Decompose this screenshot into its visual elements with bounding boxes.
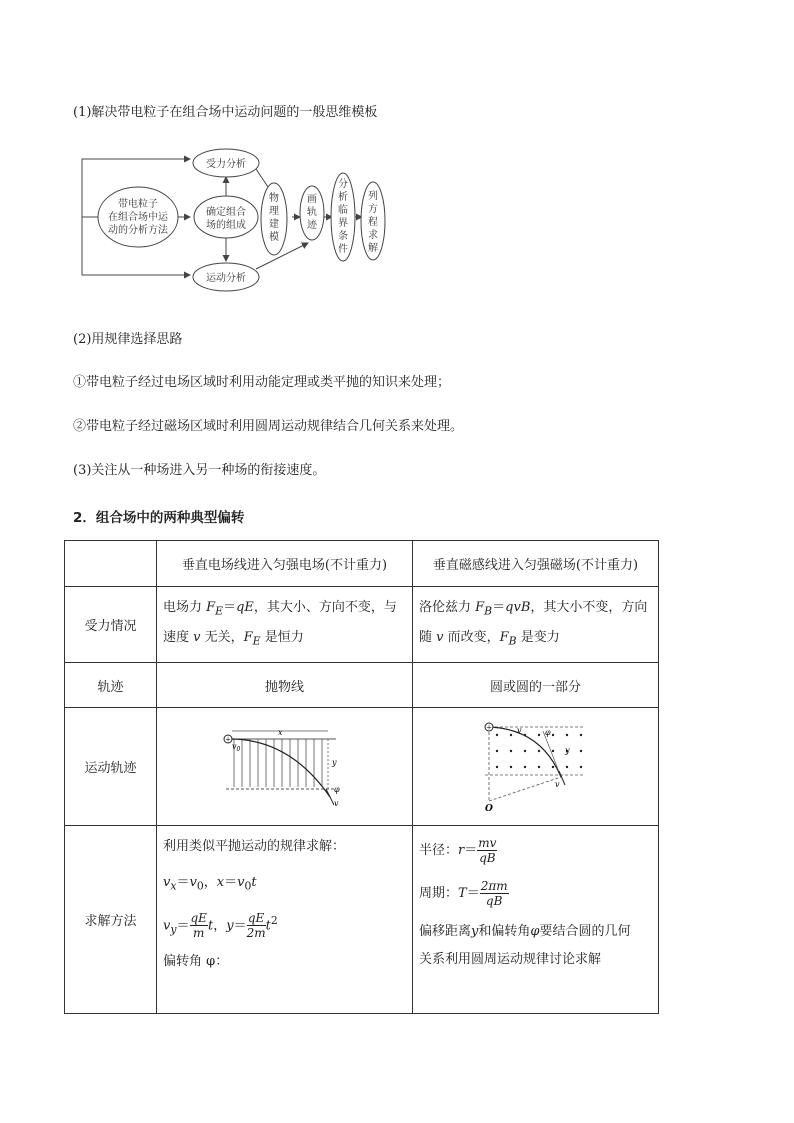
label-v: v	[333, 798, 339, 807]
critical-char: 析	[338, 192, 348, 203]
diagram-electric-cell	[157, 708, 413, 826]
svg-text:+: +	[485, 723, 492, 731]
row-label-diagram: 运动轨迹	[65, 708, 157, 826]
label-phi: φ	[544, 727, 551, 737]
thinking-template-flowchart	[70, 145, 410, 295]
start-line-2: 在组合场中运	[108, 212, 168, 223]
method-description: 偏移距离y和偏转角φ要结合圆的几何 关系利用圆周运动规律讨论求解	[419, 924, 631, 967]
parabolic-trajectory	[230, 739, 330, 797]
method-angle: 偏转角 φ：	[163, 953, 229, 969]
method-period: 周期：T＝ $\frac{2\pi m}{qB}$	[419, 879, 508, 908]
start-line-3: 动的分析方法	[108, 225, 168, 236]
model-char: 物	[269, 193, 279, 204]
label-v: v	[516, 725, 522, 735]
diagram-magnetic-cell	[413, 708, 659, 826]
label-y: y	[564, 745, 570, 755]
method-eq-vx: $v_x=v_0$，$x=v_0t$	[163, 875, 257, 893]
equation-char: 方	[368, 204, 378, 215]
equation-char: 求	[368, 230, 378, 241]
critical-char: 件	[338, 244, 348, 255]
path-electric: 抛物线	[157, 663, 413, 708]
rule-item-1: ①带电粒子经过电场区域时利用动能定理或类平抛的知识来处理；	[73, 375, 451, 390]
label-phi: φ	[333, 784, 340, 794]
method-magnetic	[413, 826, 659, 1014]
table-row	[65, 541, 659, 587]
determine-line-2: 场的组成	[206, 220, 246, 231]
rule-item-2: ②带电粒子经过磁场区域时利用圆周运动规律结合几何关系来处理。	[73, 419, 464, 434]
label-v0: $v_0$	[231, 741, 240, 753]
critical-char: 界	[338, 218, 348, 229]
exit-velocity-arrow	[326, 789, 334, 805]
label-v2: v	[554, 779, 560, 789]
force-electric: 电场力 $F_E=qE$，其大小、方向不变，与速度 v 无关，$F_E$ 是恒力	[157, 587, 413, 663]
track-char: 轨	[307, 207, 317, 218]
row-label-path: 轨迹	[65, 663, 157, 708]
table-row	[65, 826, 659, 1014]
magnetic-field-trajectory-diagram	[481, 721, 591, 813]
label-center-o: O	[484, 803, 493, 813]
force-magnetic: 洛伦兹力 $F_B=qvB$，其大小不变，方向随 v 而改变，$F_B$ 是变力	[413, 587, 659, 663]
track-char: 画	[307, 194, 317, 205]
header-magnetic: 垂直磁感线进入匀强磁场(不计重力)	[413, 541, 659, 587]
equation-char: 解	[368, 243, 378, 254]
deflection-comparison-table	[64, 540, 659, 1014]
critical-char: 临	[338, 205, 348, 216]
table-row	[65, 708, 659, 826]
equation-char: 列	[368, 191, 378, 202]
table-row	[65, 663, 659, 708]
model-char: 理	[269, 206, 279, 217]
table-row	[65, 587, 659, 663]
critical-char: 分	[338, 179, 348, 190]
motion-label: 运动分析	[206, 273, 246, 284]
sub-heading-3: (3)关注从一种场进入另一种场的衔接速度。	[73, 463, 326, 478]
method-electric	[157, 826, 413, 1014]
row-label-method: 求解方法	[65, 826, 157, 1014]
label-y: y	[331, 757, 337, 767]
path-magnetic: 圆或圆的一部分	[413, 663, 659, 708]
svg-text:+: +	[224, 735, 231, 743]
force-label: 受力分析	[206, 159, 246, 170]
method-radius: 半径：r＝ $\frac{mv}{qB}$	[419, 836, 497, 865]
track-char: 迹	[307, 220, 317, 231]
critical-char: 条	[338, 231, 348, 242]
exit-velocity-arrow	[559, 771, 565, 785]
label-x: x	[277, 727, 283, 737]
table-corner	[65, 541, 157, 587]
start-line-1: 带电粒子	[118, 199, 158, 210]
row-label-force: 受力情况	[65, 587, 157, 663]
section1-heading: (1)解决带电粒子在组合场中运动问题的一般思维模板	[73, 105, 378, 120]
header-electric: 垂直电场线进入匀强电场(不计重力)	[157, 541, 413, 587]
method-eq-vy: $v_y=$ $\frac{qE}{m}$ t，y＝ $\frac{qE}{2m}$ $t^2$	[163, 910, 278, 940]
sub-heading-2: (2)用规律选择思路	[73, 332, 183, 347]
determine-line-1: 确定组合	[206, 207, 246, 218]
section2-heading: 2．组合场中的两种典型偏转	[73, 510, 245, 526]
method-intro: 利用类似平抛运动的规律求解：	[163, 839, 346, 854]
electric-field-trajectory-diagram	[220, 727, 350, 807]
equation-char: 程	[368, 217, 378, 228]
model-char: 建	[269, 219, 279, 230]
model-char: 模	[269, 232, 279, 243]
